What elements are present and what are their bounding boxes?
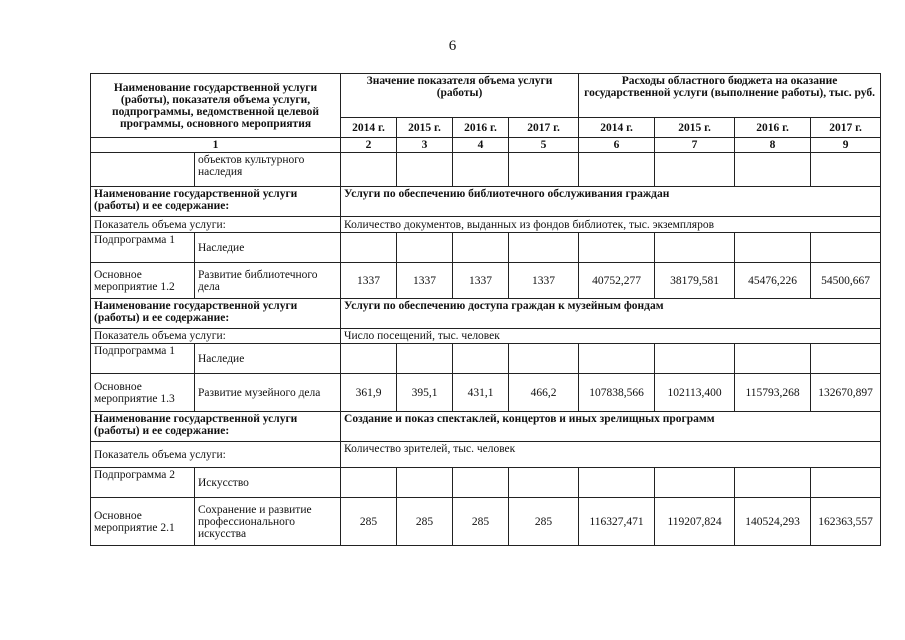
indicator-label: Показатель объема услуги: (91, 217, 341, 233)
subprogram-row (91, 233, 881, 263)
indicator-row (91, 217, 881, 233)
header-volume-group: Значение показателя объема услуги (работы) (341, 74, 579, 118)
header-year: 2015 г. (397, 118, 453, 138)
value-cell: 361,9 (341, 374, 397, 412)
value-cell: 1337 (341, 263, 397, 299)
activity-name: Развитие музейного дела (195, 374, 341, 412)
continuation-text: объектов культурного наследия (195, 153, 341, 187)
subprogram-code: Подпрограмма 2 (91, 468, 195, 498)
service-row (91, 412, 881, 442)
value-cell: 132670,897 (811, 374, 881, 412)
subprogram-code: Подпрограмма 1 (91, 233, 195, 263)
activity-name: Развитие библиотечного дела (195, 263, 341, 299)
indicator-row (91, 329, 881, 344)
value-cell: 285 (397, 498, 453, 546)
service-row (91, 187, 881, 217)
subprogram-name: Наследие (195, 344, 341, 374)
header-row-column-numbers (91, 138, 881, 153)
column-number: 5 (509, 138, 579, 153)
header-year: 2017 г. (509, 118, 579, 138)
value-cell: 102113,400 (655, 374, 735, 412)
indicator-label: Показатель объема услуги: (91, 442, 341, 468)
value-cell: 45476,226 (735, 263, 811, 299)
subprogram-name: Наследие (195, 233, 341, 263)
activity-row (91, 374, 881, 412)
service-row (91, 299, 881, 329)
value-cell: 40752,277 (579, 263, 655, 299)
value-cell: 1337 (453, 263, 509, 299)
value-cell: 140524,293 (735, 498, 811, 546)
header-year: 2016 г. (453, 118, 509, 138)
service-name: Создание и показ спектаклей, концертов и иных зрелищных программ (341, 412, 881, 442)
service-label: Наименование государственной услуги (работы) и ее содержание: (91, 299, 341, 329)
service-label: Наименование государственной услуги (работы) и ее содержание: (91, 412, 341, 442)
continuation-code-cell (91, 153, 195, 187)
indicator-row (91, 442, 881, 468)
column-number: 2 (341, 138, 397, 153)
value-cell: 119207,824 (655, 498, 735, 546)
header-budget-group: Расходы областного бюджета на оказание государственной услуги (выполнение работы), тыс. руб. (579, 74, 881, 118)
value-cell: 54500,667 (811, 263, 881, 299)
indicator-name: Количество зрителей, тыс. человек (341, 442, 881, 468)
header-year: 2017 г. (811, 118, 881, 138)
activity-code: Основное мероприятие 2.1 (91, 498, 195, 546)
header-year: 2015 г. (655, 118, 735, 138)
value-cell: 285 (509, 498, 579, 546)
value-cell: 38179,581 (655, 263, 735, 299)
header-row-groups (91, 74, 881, 118)
service-name: Услуги по обеспечению доступа граждан к музейным фондам (341, 299, 881, 329)
continuation-row (91, 153, 881, 187)
value-cell: 1337 (397, 263, 453, 299)
indicator-label: Показатель объема услуги: (91, 329, 341, 344)
header-year: 2014 г. (341, 118, 397, 138)
services-table (90, 73, 881, 546)
activity-code: Основное мероприятие 1.3 (91, 374, 195, 412)
activity-name: Сохранение и развитие профессионального искусства (195, 498, 341, 546)
value-cell: 107838,566 (579, 374, 655, 412)
subprogram-name: Искусство (195, 468, 341, 498)
column-number: 7 (655, 138, 735, 153)
column-number: 6 (579, 138, 655, 153)
value-cell: 162363,557 (811, 498, 881, 546)
value-cell: 1337 (509, 263, 579, 299)
activity-row (91, 263, 881, 299)
header-name-column: Наименование государственной услуги (работы), показателя объема услуги, подпрограммы, ведомственной целевой программы, основного мероприятия (91, 74, 341, 138)
subprogram-row (91, 468, 881, 498)
service-name: Услуги по обеспечению библиотечного обслуживания граждан (341, 187, 881, 217)
subprogram-code: Подпрограмма 1 (91, 344, 195, 374)
value-cell: 285 (341, 498, 397, 546)
value-cell: 466,2 (509, 374, 579, 412)
value-cell: 116327,471 (579, 498, 655, 546)
activity-code: Основное мероприятие 1.2 (91, 263, 195, 299)
column-number: 1 (91, 138, 341, 153)
service-label: Наименование государственной услуги (работы) и ее содержание: (91, 187, 341, 217)
column-number: 4 (453, 138, 509, 153)
header-year: 2016 г. (735, 118, 811, 138)
column-number: 8 (735, 138, 811, 153)
subprogram-row (91, 344, 881, 374)
value-cell: 395,1 (397, 374, 453, 412)
value-cell: 115793,268 (735, 374, 811, 412)
indicator-name: Число посещений, тыс. человек (341, 329, 881, 344)
page-number: 6 (448, 38, 457, 54)
indicator-name: Количество документов, выданных из фондов библиотек, тыс. экземпляров (341, 217, 881, 233)
value-cell: 431,1 (453, 374, 509, 412)
column-number: 9 (811, 138, 881, 153)
column-number: 3 (397, 138, 453, 153)
activity-row (91, 498, 881, 546)
value-cell: 285 (453, 498, 509, 546)
header-year: 2014 г. (579, 118, 655, 138)
